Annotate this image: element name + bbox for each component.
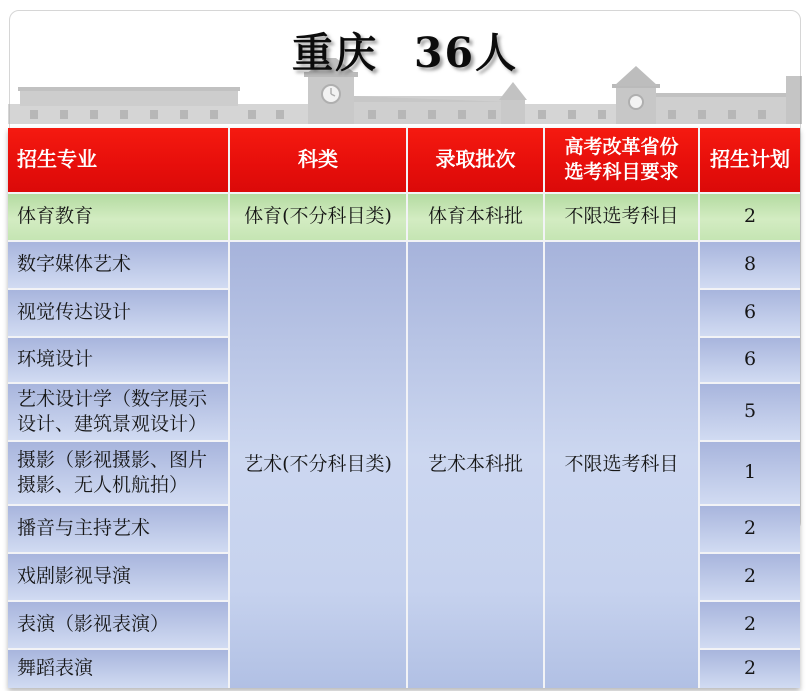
cell-plan-digital-media: 8	[700, 242, 800, 288]
cell-sports-batch: 体育本科批	[408, 194, 543, 240]
page-title-count: 36人	[413, 29, 519, 77]
cell-plan-environment: 6	[700, 338, 800, 382]
cell-arts-category: 艺术(不分科目类)	[230, 242, 406, 688]
page-title-city: 重庆	[291, 29, 378, 77]
cell-major-digital-media: 数字媒体艺术	[8, 242, 228, 288]
header-requirement-text: 高考改革省份 选考科目要求	[564, 136, 679, 183]
cell-sports-requirement: 不限选考科目	[545, 194, 698, 240]
admission-plan-table	[8, 128, 800, 688]
cell-sports-category: 体育(不分科目类)	[230, 194, 406, 240]
cell-major-photography: 摄影（影视摄影、图片摄影、无人机航拍）	[8, 442, 228, 504]
cell-sports-major: 体育教育	[8, 194, 228, 240]
cell-plan-visual-design: 6	[700, 290, 800, 336]
cell-arts-batch: 艺术本科批	[408, 242, 543, 688]
cell-major-directing: 戏剧影视导演	[8, 554, 228, 600]
cell-plan-photography: 1	[700, 442, 800, 504]
cell-sports-plan: 2	[700, 194, 800, 240]
page-title	[0, 20, 810, 79]
header-cell-requirement	[545, 128, 698, 192]
cell-arts-requirement: 不限选考科目	[545, 242, 698, 688]
header-cell-major: 招生专业	[8, 128, 228, 192]
cell-major-dance: 舞蹈表演	[8, 650, 228, 688]
header-cell-category: 科类	[230, 128, 406, 192]
cell-plan-dance: 2	[700, 650, 800, 688]
cell-plan-broadcasting: 2	[700, 506, 800, 552]
cell-plan-art-design: 5	[700, 384, 800, 440]
cell-plan-directing: 2	[700, 554, 800, 600]
cell-plan-acting: 2	[700, 602, 800, 648]
cell-major-visual-design: 视觉传达设计	[8, 290, 228, 336]
header-cell-plan: 招生计划	[700, 128, 800, 192]
header-cell-batch: 录取批次	[408, 128, 543, 192]
cell-major-art-design: 艺术设计学（数字展示设计、建筑景观设计）	[8, 384, 228, 440]
cell-major-acting: 表演（影视表演）	[8, 602, 228, 648]
cell-major-environment: 环境设计	[8, 338, 228, 382]
cell-major-broadcasting: 播音与主持艺术	[8, 506, 228, 552]
